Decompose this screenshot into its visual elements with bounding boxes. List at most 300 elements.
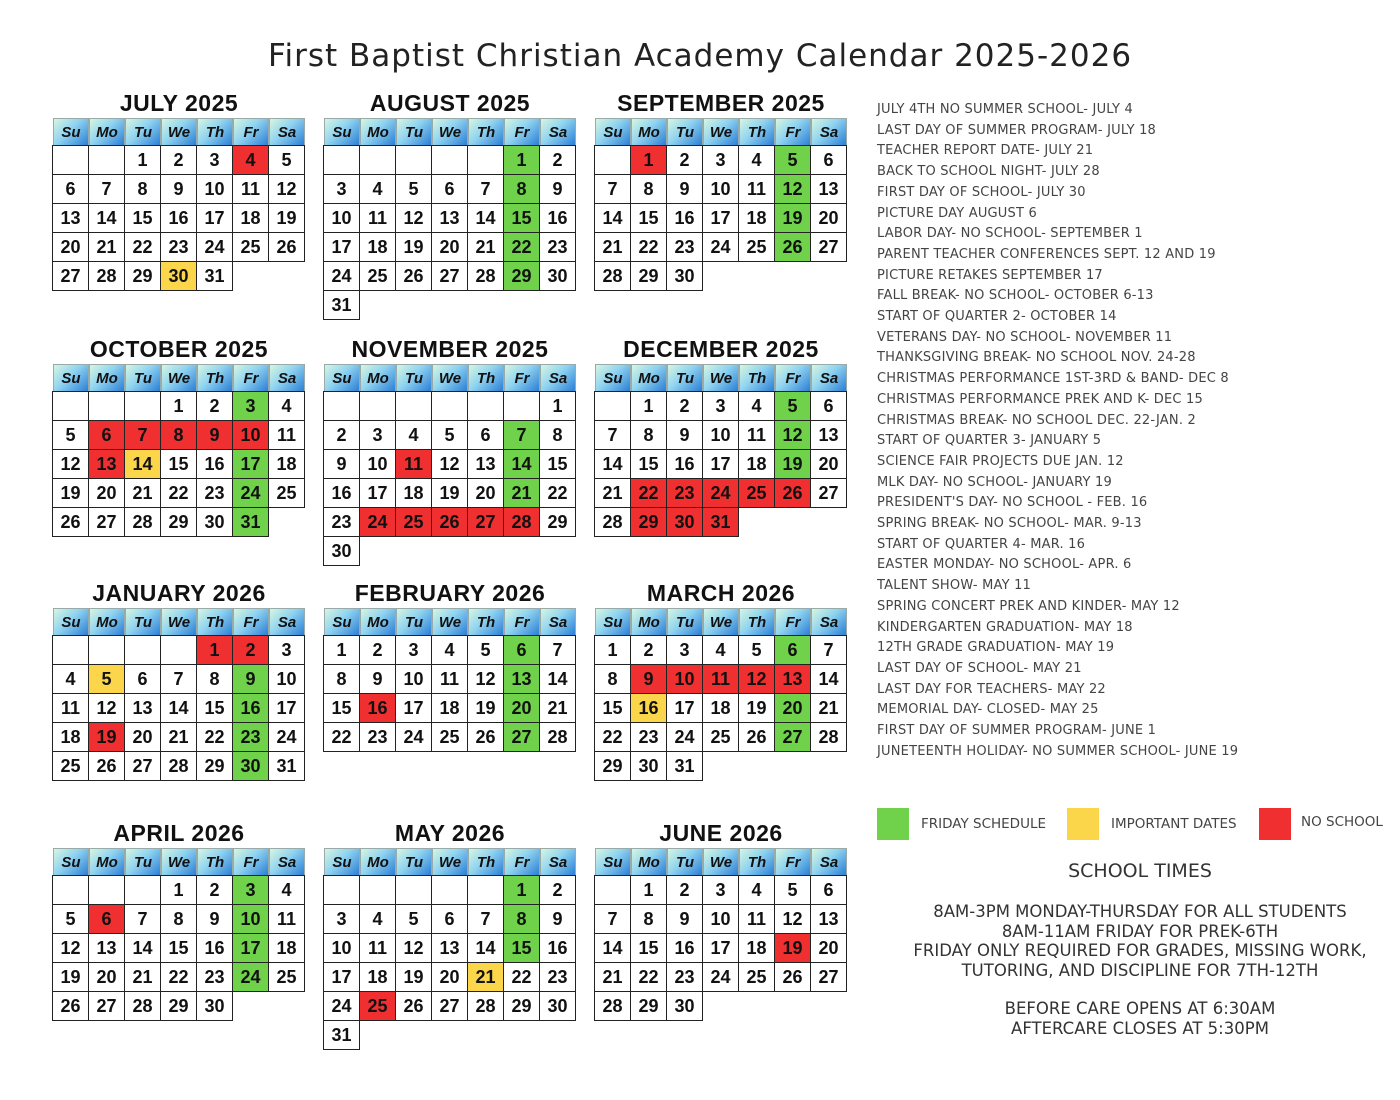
event-item: LAST DAY OF SUMMER PROGRAM- JULY 18 bbox=[877, 122, 1157, 138]
weekday-header: Sa bbox=[269, 118, 305, 146]
day-cell: 8 bbox=[539, 420, 576, 450]
day-cell: 19 bbox=[774, 203, 811, 233]
empty-day-cell bbox=[268, 261, 305, 291]
event-item: SPRING CONCERT PREK AND KINDER- MAY 12 bbox=[877, 598, 1180, 614]
empty-day-cell bbox=[467, 1020, 504, 1050]
event-item: MLK DAY- NO SCHOOL- JANUARY 19 bbox=[877, 474, 1112, 490]
day-cell: 29 bbox=[630, 261, 667, 291]
day-cell: 10 bbox=[232, 420, 269, 450]
weekday-header: Mo bbox=[89, 608, 125, 636]
day-cell: 17 bbox=[323, 232, 360, 262]
day-cell: 6 bbox=[810, 145, 847, 175]
day-cell: 25 bbox=[738, 962, 775, 992]
day-cell: 5 bbox=[774, 391, 811, 421]
day-cell: 22 bbox=[323, 722, 360, 752]
day-cell: 2 bbox=[539, 145, 576, 175]
day-cell: 23 bbox=[196, 962, 233, 992]
month-name: JULY 2025 bbox=[119, 90, 239, 116]
day-cell: 8 bbox=[630, 420, 667, 450]
day-cell: 1 bbox=[160, 875, 197, 905]
weekday-header: Mo bbox=[631, 848, 667, 876]
day-cell: 4 bbox=[738, 391, 775, 421]
day-cell: 5 bbox=[88, 664, 125, 694]
day-cell: 9 bbox=[160, 174, 197, 204]
day-cell: 7 bbox=[467, 174, 504, 204]
day-cell: 4 bbox=[738, 145, 775, 175]
day-cell: 9 bbox=[666, 420, 703, 450]
day-cell: 30 bbox=[630, 751, 667, 781]
event-item: CHRISTMAS PERFORMANCE 1ST-3RD & BAND- DEC 8 bbox=[877, 371, 1229, 387]
day-cell: 21 bbox=[160, 722, 197, 752]
day-cell: 3 bbox=[702, 145, 739, 175]
weekday-header: Sa bbox=[811, 608, 847, 636]
month-calendar bbox=[324, 818, 576, 1050]
day-cell: 10 bbox=[702, 420, 739, 450]
day-cell: 15 bbox=[594, 693, 631, 723]
month-grid bbox=[53, 608, 305, 781]
day-cell: 8 bbox=[630, 174, 667, 204]
empty-day-cell bbox=[88, 391, 125, 421]
day-cell: 12 bbox=[738, 664, 775, 694]
empty-day-cell bbox=[774, 991, 811, 1021]
empty-day-cell bbox=[810, 751, 847, 781]
weekday-header: Sa bbox=[540, 118, 576, 146]
day-cell: 15 bbox=[539, 449, 576, 479]
day-cell: 8 bbox=[196, 664, 233, 694]
day-cell: 7 bbox=[124, 420, 161, 450]
day-cell: 26 bbox=[88, 751, 125, 781]
month-calendar bbox=[595, 818, 847, 1021]
day-cell: 26 bbox=[431, 507, 468, 537]
day-cell: 18 bbox=[52, 722, 89, 752]
weekday-header: We bbox=[703, 608, 739, 636]
event-item: MEMORIAL DAY- CLOSED- MAY 25 bbox=[877, 702, 1099, 718]
day-cell: 16 bbox=[666, 933, 703, 963]
weekday-header: Tu bbox=[396, 364, 432, 392]
day-cell: 27 bbox=[810, 232, 847, 262]
day-cell: 8 bbox=[630, 904, 667, 934]
day-cell: 23 bbox=[359, 722, 396, 752]
day-cell: 17 bbox=[395, 693, 432, 723]
day-cell: 8 bbox=[323, 664, 360, 694]
month-grid bbox=[53, 118, 305, 291]
empty-day-cell bbox=[431, 1020, 468, 1050]
empty-day-cell bbox=[431, 290, 468, 320]
day-cell: 21 bbox=[594, 478, 631, 508]
day-cell: 20 bbox=[774, 693, 811, 723]
day-cell: 18 bbox=[738, 203, 775, 233]
day-cell: 26 bbox=[268, 232, 305, 262]
school-times-line: AFTERCARE CLOSES AT 5:30PM bbox=[1011, 1018, 1269, 1038]
day-cell: 12 bbox=[268, 174, 305, 204]
month-grid bbox=[324, 848, 576, 1050]
day-cell: 14 bbox=[88, 203, 125, 233]
day-cell: 20 bbox=[431, 232, 468, 262]
weekday-header: We bbox=[703, 848, 739, 876]
event-item: SPRING BREAK- NO SCHOOL- MAR. 9-13 bbox=[877, 516, 1142, 532]
month-calendar bbox=[595, 578, 847, 781]
weekday-header: Fr bbox=[775, 848, 811, 876]
day-cell: 22 bbox=[594, 722, 631, 752]
day-cell: 8 bbox=[124, 174, 161, 204]
day-cell: 9 bbox=[630, 664, 667, 694]
day-cell: 19 bbox=[395, 962, 432, 992]
day-cell: 30 bbox=[666, 991, 703, 1021]
day-cell: 4 bbox=[702, 635, 739, 665]
day-cell: 30 bbox=[323, 536, 360, 566]
day-cell: 10 bbox=[196, 174, 233, 204]
day-cell: 7 bbox=[594, 904, 631, 934]
day-cell: 7 bbox=[124, 904, 161, 934]
day-cell: 4 bbox=[268, 875, 305, 905]
month-name: AUGUST 2025 bbox=[369, 90, 531, 116]
empty-day-cell bbox=[539, 290, 576, 320]
event-item: BACK TO SCHOOL NIGHT- JULY 28 bbox=[877, 164, 1100, 180]
day-cell: 27 bbox=[52, 261, 89, 291]
day-cell: 14 bbox=[594, 203, 631, 233]
month-calendar bbox=[53, 334, 305, 537]
day-cell: 13 bbox=[774, 664, 811, 694]
day-cell: 23 bbox=[232, 722, 269, 752]
day-cell: 12 bbox=[88, 693, 125, 723]
day-cell: 21 bbox=[539, 693, 576, 723]
empty-day-cell bbox=[395, 145, 432, 175]
day-cell: 30 bbox=[539, 261, 576, 291]
day-cell: 2 bbox=[666, 875, 703, 905]
day-cell: 14 bbox=[467, 933, 504, 963]
day-cell: 14 bbox=[160, 693, 197, 723]
day-cell: 23 bbox=[160, 232, 197, 262]
empty-day-cell bbox=[232, 991, 269, 1021]
day-cell: 27 bbox=[431, 261, 468, 291]
day-cell: 9 bbox=[196, 904, 233, 934]
day-cell: 19 bbox=[52, 478, 89, 508]
day-cell: 15 bbox=[503, 203, 540, 233]
event-item: FIRST DAY OF SUMMER PROGRAM- JUNE 1 bbox=[877, 723, 1157, 739]
empty-day-cell bbox=[503, 1020, 540, 1050]
day-cell: 11 bbox=[395, 449, 432, 479]
empty-day-cell bbox=[88, 875, 125, 905]
event-item: PICTURE DAY AUGUST 6 bbox=[877, 205, 1037, 221]
day-cell: 28 bbox=[467, 991, 504, 1021]
empty-day-cell bbox=[810, 261, 847, 291]
weekday-header: Sa bbox=[811, 364, 847, 392]
day-cell: 3 bbox=[359, 420, 396, 450]
weekday-header: Mo bbox=[360, 848, 396, 876]
month-calendar bbox=[53, 578, 305, 781]
day-cell: 28 bbox=[503, 507, 540, 537]
month-grid bbox=[595, 118, 847, 291]
day-cell: 24 bbox=[232, 962, 269, 992]
weekday-header: Th bbox=[739, 848, 775, 876]
day-cell: 18 bbox=[268, 449, 305, 479]
day-cell: 16 bbox=[232, 693, 269, 723]
month-calendar bbox=[53, 88, 305, 291]
day-cell: 29 bbox=[124, 261, 161, 291]
day-cell: 31 bbox=[702, 507, 739, 537]
empty-day-cell bbox=[467, 391, 504, 421]
day-cell: 5 bbox=[395, 174, 432, 204]
empty-day-cell bbox=[124, 635, 161, 665]
weekday-header: Mo bbox=[631, 118, 667, 146]
day-cell: 9 bbox=[539, 904, 576, 934]
weekday-header: Su bbox=[595, 608, 631, 636]
day-cell: 8 bbox=[594, 664, 631, 694]
day-cell: 26 bbox=[774, 478, 811, 508]
day-cell: 18 bbox=[359, 232, 396, 262]
empty-day-cell bbox=[503, 536, 540, 566]
weekday-header: Th bbox=[197, 848, 233, 876]
month-name: JUNE 2026 bbox=[659, 820, 783, 846]
day-cell: 25 bbox=[52, 751, 89, 781]
event-item: LAST DAY FOR TEACHERS- MAY 22 bbox=[877, 681, 1106, 697]
day-cell: 23 bbox=[666, 232, 703, 262]
empty-day-cell bbox=[431, 875, 468, 905]
day-cell: 24 bbox=[323, 261, 360, 291]
day-cell: 25 bbox=[359, 991, 396, 1021]
empty-day-cell bbox=[702, 751, 739, 781]
day-cell: 19 bbox=[431, 478, 468, 508]
month-name: FEBRUARY 2026 bbox=[354, 580, 546, 606]
day-cell: 31 bbox=[323, 290, 360, 320]
day-cell: 26 bbox=[395, 261, 432, 291]
weekday-header: Su bbox=[324, 608, 360, 636]
day-cell: 19 bbox=[774, 933, 811, 963]
school-times bbox=[880, 860, 1400, 1038]
day-cell: 21 bbox=[810, 693, 847, 723]
weekday-header: Sa bbox=[269, 848, 305, 876]
day-cell: 18 bbox=[702, 693, 739, 723]
day-cell: 1 bbox=[323, 635, 360, 665]
day-cell: 21 bbox=[467, 232, 504, 262]
month-calendar bbox=[324, 578, 576, 752]
school-times-line: BEFORE CARE OPENS AT 6:30AM bbox=[1004, 999, 1276, 1018]
weekday-header: Tu bbox=[125, 364, 161, 392]
day-cell: 2 bbox=[323, 420, 360, 450]
weekday-header: We bbox=[703, 118, 739, 146]
day-cell: 19 bbox=[774, 449, 811, 479]
month-grid bbox=[324, 364, 576, 566]
day-cell: 3 bbox=[702, 875, 739, 905]
weekday-header: Th bbox=[197, 118, 233, 146]
empty-day-cell bbox=[774, 751, 811, 781]
day-cell: 20 bbox=[810, 449, 847, 479]
day-cell: 11 bbox=[232, 174, 269, 204]
weekday-header: We bbox=[161, 608, 197, 636]
weekday-header: Th bbox=[197, 364, 233, 392]
weekday-header: Tu bbox=[396, 608, 432, 636]
event-item: PRESIDENT'S DAY- NO SCHOOL - FEB. 16 bbox=[877, 495, 1148, 511]
day-cell: 5 bbox=[431, 420, 468, 450]
weekday-header: Su bbox=[595, 364, 631, 392]
day-cell: 12 bbox=[52, 933, 89, 963]
day-cell: 11 bbox=[738, 174, 775, 204]
empty-day-cell bbox=[359, 145, 396, 175]
day-cell: 20 bbox=[810, 933, 847, 963]
weekday-header: We bbox=[161, 118, 197, 146]
legend-swatch-important bbox=[1067, 808, 1099, 840]
weekday-header: Su bbox=[324, 364, 360, 392]
day-cell: 7 bbox=[467, 904, 504, 934]
day-cell: 25 bbox=[738, 232, 775, 262]
day-cell: 20 bbox=[431, 962, 468, 992]
day-cell: 19 bbox=[467, 693, 504, 723]
empty-day-cell bbox=[594, 391, 631, 421]
day-cell: 29 bbox=[630, 991, 667, 1021]
weekday-header: Su bbox=[53, 848, 89, 876]
day-cell: 12 bbox=[395, 203, 432, 233]
weekday-header: Sa bbox=[540, 364, 576, 392]
day-cell: 15 bbox=[503, 933, 540, 963]
weekday-header: Fr bbox=[504, 364, 540, 392]
weekday-header: Th bbox=[468, 608, 504, 636]
month-grid bbox=[595, 848, 847, 1021]
weekday-header: Tu bbox=[125, 118, 161, 146]
day-cell: 13 bbox=[503, 664, 540, 694]
day-cell: 12 bbox=[774, 904, 811, 934]
day-cell: 16 bbox=[196, 449, 233, 479]
day-cell: 21 bbox=[88, 232, 125, 262]
day-cell: 30 bbox=[196, 507, 233, 537]
day-cell: 27 bbox=[431, 991, 468, 1021]
empty-day-cell bbox=[467, 145, 504, 175]
day-cell: 12 bbox=[774, 420, 811, 450]
month-calendar bbox=[324, 334, 576, 566]
month-grid bbox=[324, 118, 576, 320]
day-cell: 25 bbox=[268, 962, 305, 992]
school-times-line: 8AM-3PM MONDAY-THURSDAY FOR ALL STUDENTS bbox=[933, 902, 1347, 921]
day-cell: 29 bbox=[539, 507, 576, 537]
month-calendar bbox=[595, 334, 847, 537]
day-cell: 25 bbox=[431, 722, 468, 752]
empty-day-cell bbox=[323, 391, 360, 421]
weekday-header: Tu bbox=[125, 848, 161, 876]
weekday-header: Th bbox=[468, 848, 504, 876]
weekday-header: Sa bbox=[540, 608, 576, 636]
day-cell: 11 bbox=[738, 420, 775, 450]
day-cell: 29 bbox=[503, 991, 540, 1021]
day-cell: 31 bbox=[666, 751, 703, 781]
empty-day-cell bbox=[268, 991, 305, 1021]
day-cell: 21 bbox=[467, 962, 504, 992]
empty-day-cell bbox=[594, 875, 631, 905]
day-cell: 10 bbox=[702, 904, 739, 934]
day-cell: 14 bbox=[124, 449, 161, 479]
event-item: JULY 4TH NO SUMMER SCHOOL- JULY 4 bbox=[877, 102, 1133, 117]
empty-day-cell bbox=[395, 536, 432, 566]
empty-day-cell bbox=[594, 145, 631, 175]
weekday-header: Mo bbox=[360, 364, 396, 392]
day-cell: 1 bbox=[630, 145, 667, 175]
day-cell: 22 bbox=[630, 962, 667, 992]
legend-label-friday: FRIDAY SCHEDULE bbox=[921, 816, 1047, 832]
day-cell: 10 bbox=[232, 904, 269, 934]
day-cell: 17 bbox=[702, 203, 739, 233]
day-cell: 14 bbox=[594, 933, 631, 963]
month-grid bbox=[595, 608, 847, 781]
day-cell: 16 bbox=[323, 478, 360, 508]
day-cell: 9 bbox=[666, 904, 703, 934]
empty-day-cell bbox=[738, 261, 775, 291]
day-cell: 21 bbox=[594, 232, 631, 262]
day-cell: 1 bbox=[503, 145, 540, 175]
day-cell: 17 bbox=[702, 933, 739, 963]
day-cell: 7 bbox=[810, 635, 847, 665]
day-cell: 6 bbox=[124, 664, 161, 694]
day-cell: 13 bbox=[810, 904, 847, 934]
legend-swatch-no-school bbox=[1259, 808, 1291, 840]
day-cell: 7 bbox=[594, 420, 631, 450]
day-cell: 17 bbox=[232, 933, 269, 963]
day-cell: 19 bbox=[52, 962, 89, 992]
legend-label-important: IMPORTANT DATES bbox=[1111, 816, 1237, 832]
month-name: NOVEMBER 2025 bbox=[351, 336, 549, 362]
weekday-header: Su bbox=[595, 848, 631, 876]
legend bbox=[877, 808, 1397, 840]
day-cell: 19 bbox=[738, 693, 775, 723]
day-cell: 9 bbox=[196, 420, 233, 450]
day-cell: 11 bbox=[359, 203, 396, 233]
month-name: DECEMBER 2025 bbox=[623, 336, 819, 362]
day-cell: 22 bbox=[503, 232, 540, 262]
day-cell: 16 bbox=[630, 693, 667, 723]
day-cell: 15 bbox=[124, 203, 161, 233]
day-cell: 20 bbox=[810, 203, 847, 233]
day-cell: 26 bbox=[52, 991, 89, 1021]
day-cell: 31 bbox=[323, 1020, 360, 1050]
day-cell: 8 bbox=[160, 904, 197, 934]
day-cell: 9 bbox=[359, 664, 396, 694]
weekday-header: Th bbox=[739, 118, 775, 146]
day-cell: 20 bbox=[88, 962, 125, 992]
day-cell: 27 bbox=[467, 507, 504, 537]
day-cell: 18 bbox=[395, 478, 432, 508]
event-item: START OF QUARTER 3- JANUARY 5 bbox=[877, 433, 1102, 449]
day-cell: 30 bbox=[666, 507, 703, 537]
day-cell: 20 bbox=[88, 478, 125, 508]
weekday-header: Fr bbox=[775, 608, 811, 636]
day-cell: 16 bbox=[160, 203, 197, 233]
day-cell: 22 bbox=[124, 232, 161, 262]
day-cell: 7 bbox=[539, 635, 576, 665]
day-cell: 11 bbox=[738, 904, 775, 934]
weekday-header: We bbox=[161, 364, 197, 392]
weekday-header: Mo bbox=[89, 848, 125, 876]
empty-day-cell bbox=[395, 290, 432, 320]
legend-swatch-friday bbox=[877, 808, 909, 840]
day-cell: 10 bbox=[268, 664, 305, 694]
day-cell: 2 bbox=[196, 875, 233, 905]
day-cell: 23 bbox=[630, 722, 667, 752]
day-cell: 2 bbox=[666, 391, 703, 421]
day-cell: 13 bbox=[52, 203, 89, 233]
day-cell: 13 bbox=[431, 933, 468, 963]
day-cell: 29 bbox=[503, 261, 540, 291]
day-cell: 5 bbox=[467, 635, 504, 665]
empty-day-cell bbox=[52, 391, 89, 421]
day-cell: 24 bbox=[395, 722, 432, 752]
month-name: MARCH 2026 bbox=[646, 580, 796, 606]
empty-day-cell bbox=[268, 507, 305, 537]
weekday-header: Su bbox=[53, 118, 89, 146]
weekday-header: Mo bbox=[360, 118, 396, 146]
day-cell: 19 bbox=[395, 232, 432, 262]
day-cell: 6 bbox=[810, 391, 847, 421]
day-cell: 11 bbox=[359, 933, 396, 963]
weekday-header: Th bbox=[739, 364, 775, 392]
day-cell: 16 bbox=[359, 693, 396, 723]
day-cell: 27 bbox=[810, 478, 847, 508]
